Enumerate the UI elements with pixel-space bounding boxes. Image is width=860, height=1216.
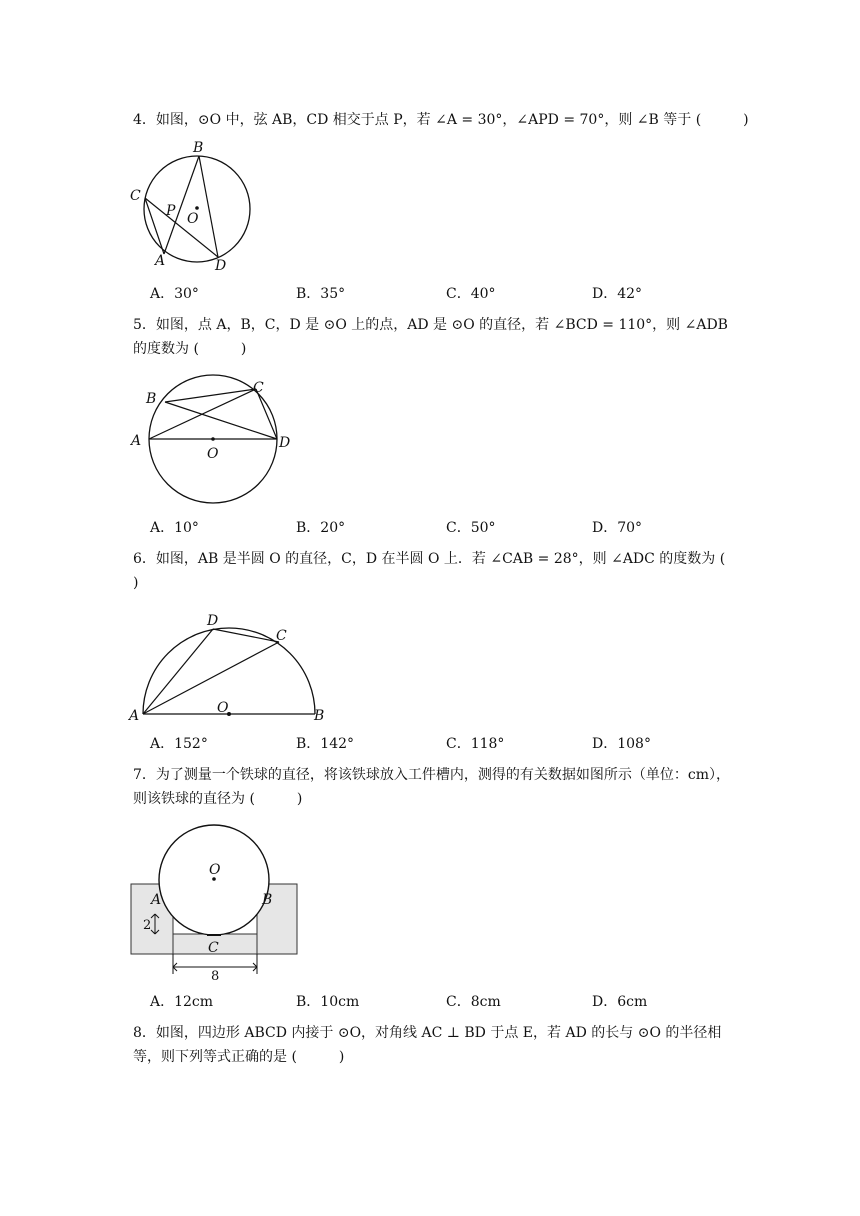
- choice-6a[interactable]: A．152°: [150, 736, 208, 752]
- fig5-label-o: O: [207, 446, 219, 462]
- fig4-label-a: A: [155, 253, 166, 269]
- question-6-line2: ): [133, 575, 139, 591]
- fig6-label-o: O: [217, 700, 229, 716]
- fig5-label-c: C: [253, 380, 264, 396]
- fig7-label-o: O: [209, 862, 221, 878]
- fig4-label-o: O: [187, 211, 199, 227]
- fig7-label-8: 8: [211, 969, 220, 982]
- question-8-text: [133, 1021, 733, 1069]
- question-5-choices: [150, 517, 710, 537]
- question-7-choices: [150, 991, 710, 1011]
- figure-q6: [125, 610, 335, 725]
- fig7-label-2: 2: [143, 918, 152, 933]
- figure-q5: [125, 372, 300, 510]
- choice-6c[interactable]: C．118°: [446, 736, 505, 752]
- fig5-label-b: B: [146, 391, 157, 407]
- choice-6d[interactable]: D．108°: [592, 736, 651, 752]
- fig6-arc: [143, 628, 315, 714]
- figure-q4: [125, 136, 265, 276]
- choice-7b[interactable]: B．10cm: [296, 994, 360, 1010]
- question-4-text: [133, 108, 749, 132]
- fig4-label-c: C: [130, 188, 141, 204]
- fig4-label-b: B: [193, 140, 204, 156]
- choice-5c[interactable]: C．50°: [446, 520, 496, 536]
- question-5-line1: 5．如图，点 A，B，C，D 是 ⊙O 上的点，AD 是 ⊙O 的直径，若 ∠BCD = 110°，则 ∠ADB: [133, 317, 728, 333]
- question-8-line2: 等，则下列等式正确的是 ( ): [133, 1049, 345, 1065]
- fig6-label-c: C: [276, 628, 287, 644]
- choice-4a[interactable]: A．30°: [150, 286, 199, 302]
- fig7-label-a: A: [151, 892, 162, 908]
- choice-5b[interactable]: B．20°: [296, 520, 346, 536]
- question-5-line2: 的度数为 ( ): [133, 341, 247, 357]
- fig7-label-c: C: [208, 940, 219, 956]
- fig4-label-p: P: [166, 203, 176, 219]
- question-8-line1: 8．如图，四边形 ABCD 内接于 ⊙O，对角线 AC ⊥ BD 于点 E，若 AD 的长与 ⊙O 的半径相: [133, 1025, 722, 1041]
- question-7-text: [133, 763, 733, 811]
- question-5-text: [133, 313, 733, 361]
- question-6-text: [133, 547, 733, 595]
- fig4-center-dot: [195, 206, 199, 210]
- fig5-label-d: D: [279, 435, 291, 451]
- question-4-line1: 4．如图，⊙O 中，弦 AB，CD 相交于点 P，若 ∠A = 30°，∠APD = 70°，则 ∠B 等于 ( ): [133, 112, 749, 128]
- fig6-label-d: D: [207, 613, 219, 629]
- question-7-line2: 则该铁球的直径为 ( ): [133, 791, 303, 807]
- fig5-center-dot: [211, 437, 215, 441]
- question-4-choices: [150, 283, 710, 303]
- fig6-label-b: B: [314, 708, 325, 724]
- question-6-choices: [150, 733, 710, 753]
- choice-4c[interactable]: C．40°: [446, 286, 496, 302]
- fig6-label-a: A: [129, 708, 140, 724]
- choice-7d[interactable]: D．6cm: [592, 994, 648, 1010]
- fig4-line-bd: [199, 156, 218, 257]
- fig5-line-cd: [256, 389, 277, 439]
- choice-6b[interactable]: B．142°: [296, 736, 355, 752]
- choice-5a[interactable]: A．10°: [150, 520, 199, 536]
- fig6-line-dc: [213, 629, 279, 642]
- fig5-label-a: A: [131, 433, 142, 449]
- question-7-line1: 7．为了测量一个铁球的直径，将该铁球放入工件槽内，测得的有关数据如图所示（单位：cm），: [133, 767, 731, 783]
- fig6-line-ac: [143, 642, 279, 714]
- choice-5d[interactable]: D．70°: [592, 520, 643, 536]
- choice-7a[interactable]: A．12cm: [150, 994, 214, 1010]
- fig4-label-d: D: [215, 258, 227, 274]
- choice-4b[interactable]: B．35°: [296, 286, 346, 302]
- choice-4d[interactable]: D．42°: [592, 286, 643, 302]
- choice-7c[interactable]: C．8cm: [446, 994, 501, 1010]
- fig5-line-bd: [165, 402, 277, 439]
- figure-q7: [125, 822, 305, 982]
- question-6-line1: 6．如图，AB 是半圆 O 的直径，C，D 在半圆 O 上．若 ∠CAB = 28°，则 ∠ADC 的度数为 (: [133, 551, 726, 567]
- fig7-label-b: B: [262, 892, 273, 908]
- fig4-chord-cd: [145, 198, 218, 257]
